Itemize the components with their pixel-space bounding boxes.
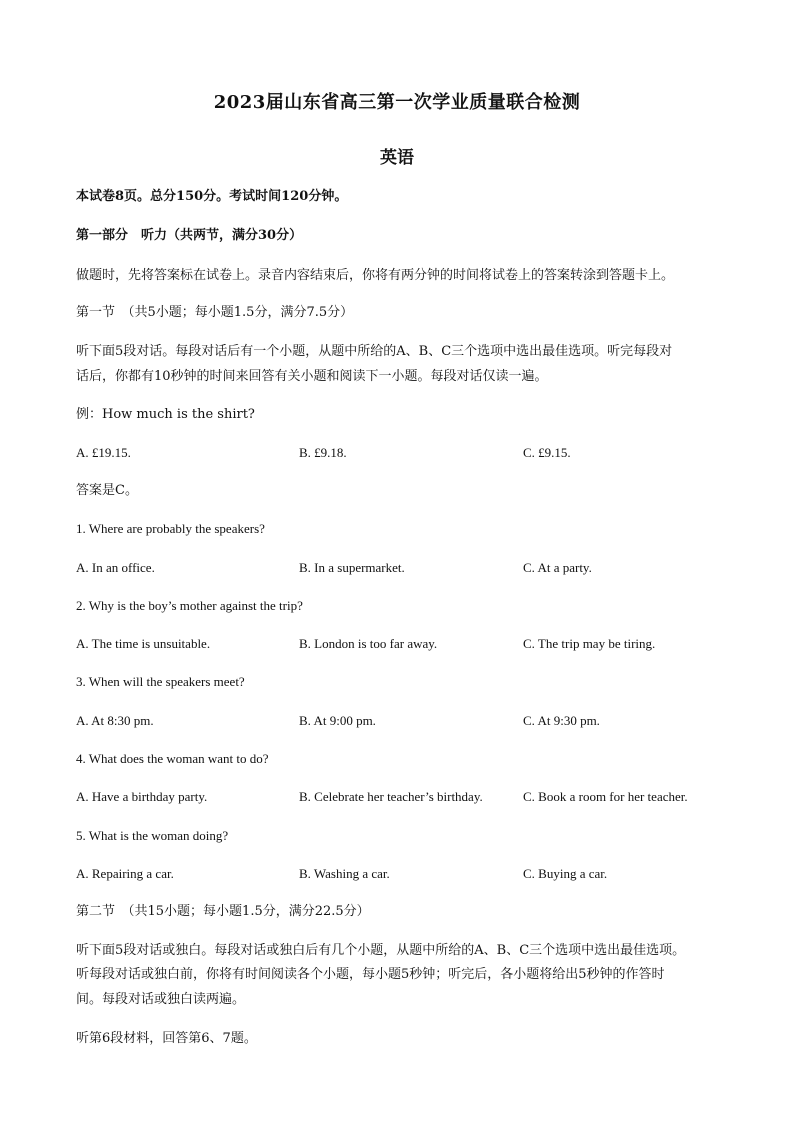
example-option-c: C. £9.15. (523, 445, 571, 460)
section2-directions-line1: 听下面5段对话或独白。每段对话或独白后有几个小题，从题中所给的A、B、C三个选项中选出最佳选项。 (76, 943, 686, 958)
example-question: 例：How much is the shirt? (76, 407, 255, 422)
question-2-option-c: C. The trip may be tiring. (523, 636, 656, 651)
question-3: 3. When will the speakers meet? (76, 674, 245, 689)
exam-info: 本试卷8页。总分150分。考试时间120分钟。 (76, 189, 348, 204)
question-4: 4. What does the woman want to do? (76, 751, 269, 766)
question-1-option-a: A. In an office. (76, 560, 155, 575)
question-4-option-a: A. Have a birthday party. (76, 789, 208, 804)
question-5: 5. What is the woman doing? (76, 828, 229, 843)
question-1-option-c: C. At a party. (523, 560, 592, 575)
section2-directions-line2: 听每段对话或独白前，你将有时间阅读各个小题，每小题5秒钟；听完后，各小题将给出5秒钟的作答时 (76, 967, 665, 982)
section2-heading: 第二节 （共15小题；每小题1.5分，满分22.5分） (76, 904, 370, 919)
question-3-option-c: C. At 9:30 pm. (523, 713, 600, 728)
example-option-a: A. £19.15. (76, 445, 131, 460)
question-3-option-a: A. At 8:30 pm. (76, 713, 154, 728)
section1-heading: 第一节 （共5小题；每小题1.5分，满分7.5分） (76, 305, 354, 320)
section2-next-material: 听第6段材料，回答第6、7题。 (76, 1031, 257, 1046)
question-4-option-b: B. Celebrate her teacher’s birthday. (299, 789, 483, 804)
section1-directions-line1: 听下面5段对话。每段对话后有一个小题，从题中所给的A、B、C三个选项中选出最佳选项。听完每段对 (76, 344, 673, 359)
example-option-b: B. £9.18. (299, 445, 347, 460)
question-1-option-b: B. In a supermarket. (299, 560, 405, 575)
question-5-option-c: C. Buying a car. (523, 866, 608, 881)
section2-directions-line3: 间。每段对话或独白读两遍。 (76, 992, 246, 1007)
question-1: 1. Where are probably the speakers? (76, 521, 265, 536)
question-4-option-c: C. Book a room for her teacher. (523, 789, 688, 804)
subject-title: 英语 (380, 148, 414, 168)
question-2: 2. Why is the boy’s mother against the trip? (76, 598, 303, 613)
question-3-option-b: B. At 9:00 pm. (299, 713, 376, 728)
general-instruction: 做题时，先将答案标在试卷上。录音内容结束后，你将有两分钟的时间将试卷上的答案转涂到答题卡上。 (76, 268, 675, 283)
question-5-option-a: A. Repairing a car. (76, 866, 174, 881)
part1-heading: 第一部分 听力（共两节，满分30分） (76, 228, 303, 243)
section1-directions-line2: 话后，你都有10秒钟的时间来回答有关小题和阅读下一小题。每段对话仅读一遍。 (76, 369, 548, 384)
exam-title: 2023届山东省高三第一次学业质量联合检测 (213, 92, 581, 113)
question-2-option-b: B. London is too far away. (299, 636, 438, 651)
question-2-option-a: A. The time is unsuitable. (76, 636, 211, 651)
question-5-option-b: B. Washing a car. (299, 866, 390, 881)
example-answer: 答案是C。 (76, 483, 138, 498)
